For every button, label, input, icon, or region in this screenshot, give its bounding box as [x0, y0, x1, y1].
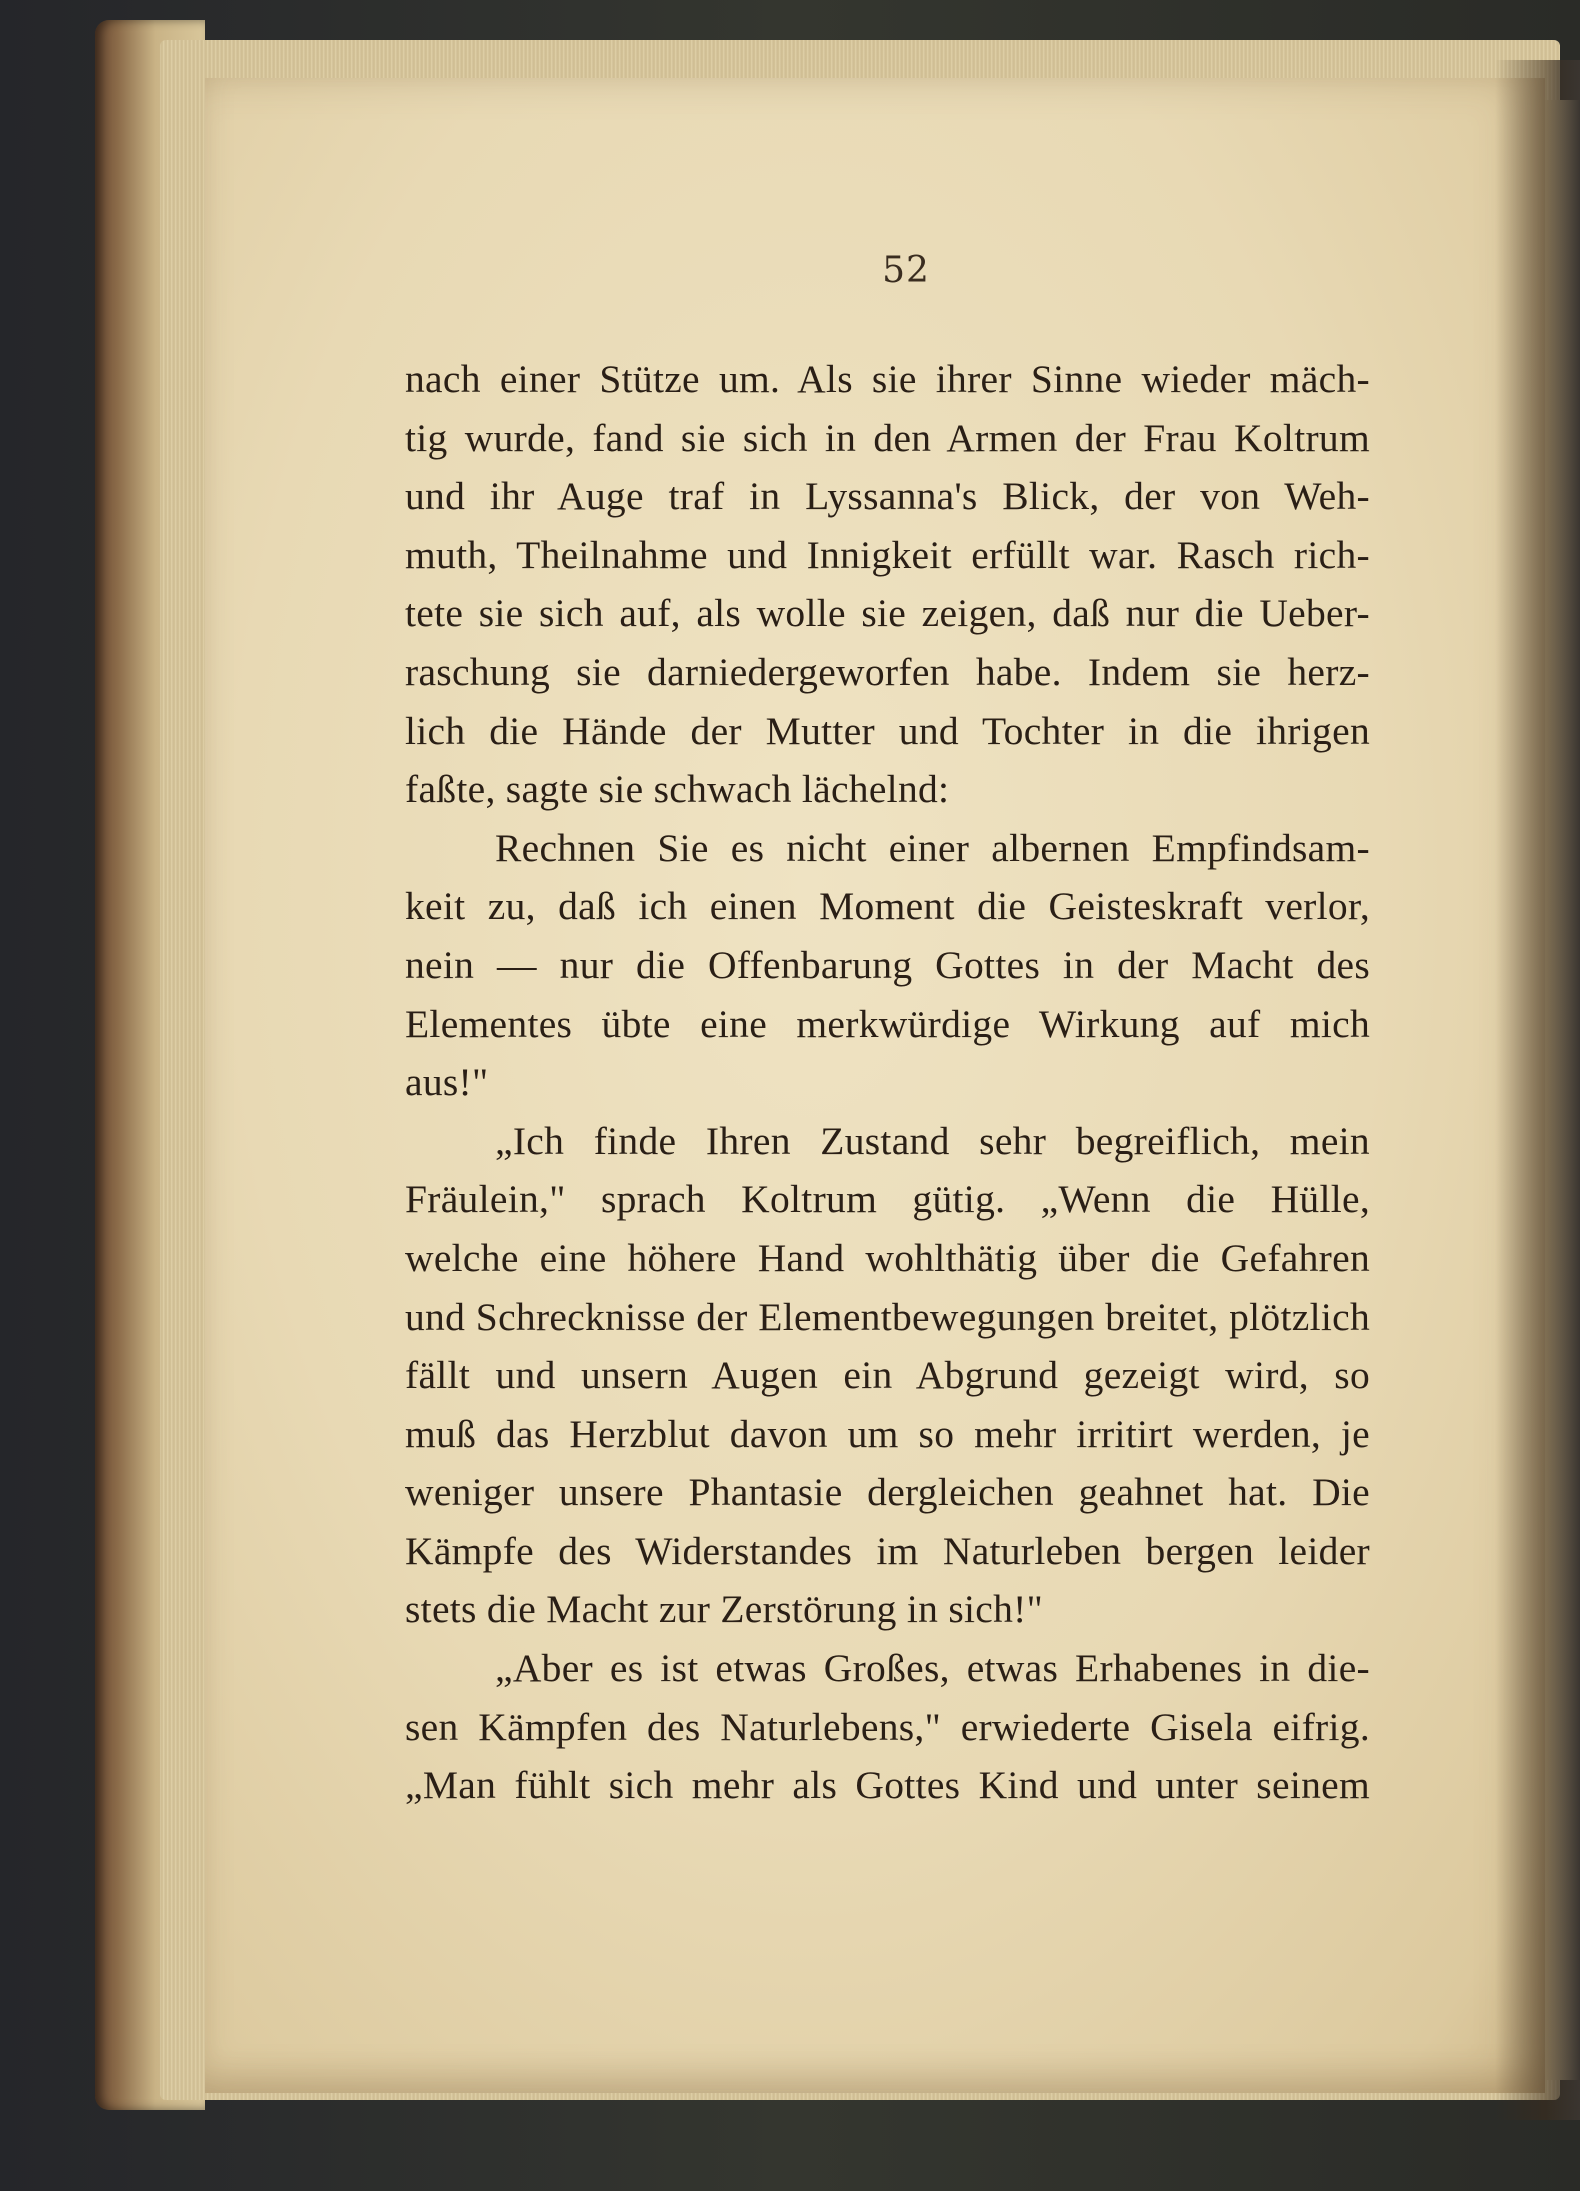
text-line: tig wurde, fand sie sich in den Armen der Frau Koltrum	[405, 415, 1370, 460]
text-line: keit zu, daß ich einen Moment die Geisteskraft verlor,	[405, 884, 1370, 929]
text-line: fällt und unsern Augen ein Abgrund gezeigt wird, so	[405, 1353, 1370, 1398]
text-line: Kämpfe des Widerstandes im Naturleben bergen leider	[405, 1528, 1370, 1573]
gutter-shadow	[1495, 60, 1580, 2120]
text-line: Elementes übte eine merkwürdige Wirkung auf mich	[405, 1001, 1370, 1046]
text-line: „Ich finde Ihren Zustand sehr begreiflich, mein	[495, 1118, 1370, 1163]
text-line: tete sie sich auf, als wolle sie zeigen, daß nur die Ueber-	[405, 591, 1370, 636]
body-text	[405, 350, 1370, 1815]
text-line: welche eine höhere Hand wohlthätig über die Gefahren	[405, 1235, 1370, 1280]
text-line: lich die Hände der Mutter und Tochter in die ihrigen	[405, 708, 1370, 753]
text-line: nein — nur die Offenbarung Gottes in der Macht des	[405, 942, 1370, 987]
text-line: muß das Herzblut davon um so mehr irritirt werden, je	[405, 1411, 1370, 1456]
text-line: nach einer Stütze um. Als sie ihrer Sinne wieder mäch-	[405, 357, 1370, 401]
text-line: und Schrecknisse der Elementbewegungen breitet, plötzlich	[405, 1294, 1370, 1339]
text-line: und ihr Auge traf in Lyssanna's Blick, der von Weh-	[405, 474, 1370, 519]
text-line: faßte, sagte sie schwach lächelnd:	[405, 767, 950, 812]
page-number: 52	[882, 250, 930, 291]
text-line: weniger unsere Phantasie dergleichen geahnet hat. Die	[405, 1470, 1370, 1515]
text-line: „Man fühlt sich mehr als Gottes Kind und unter seinem	[405, 1763, 1370, 1808]
text-line: stets die Macht zur Zerstörung in sich!"	[405, 1587, 1044, 1632]
text-line: sen Kämpfen des Naturlebens," erwiederte Gisela eifrig.	[405, 1704, 1370, 1749]
text-line: „Aber es ist etwas Großes, etwas Erhabenes in die-	[495, 1646, 1370, 1691]
text-line: Rechnen Sie es nicht einer albernen Empfindsam-	[495, 825, 1370, 870]
text-line: Fräulein," sprach Koltrum gütig. „Wenn die Hülle,	[405, 1177, 1370, 1222]
text-line: raschung sie darniedergeworfen habe. Indem sie herz-	[405, 649, 1370, 694]
text-line: muth, Theilnahme und Innigkeit erfüllt war. Rasch rich-	[405, 532, 1370, 577]
text-line: aus!"	[405, 1060, 489, 1105]
